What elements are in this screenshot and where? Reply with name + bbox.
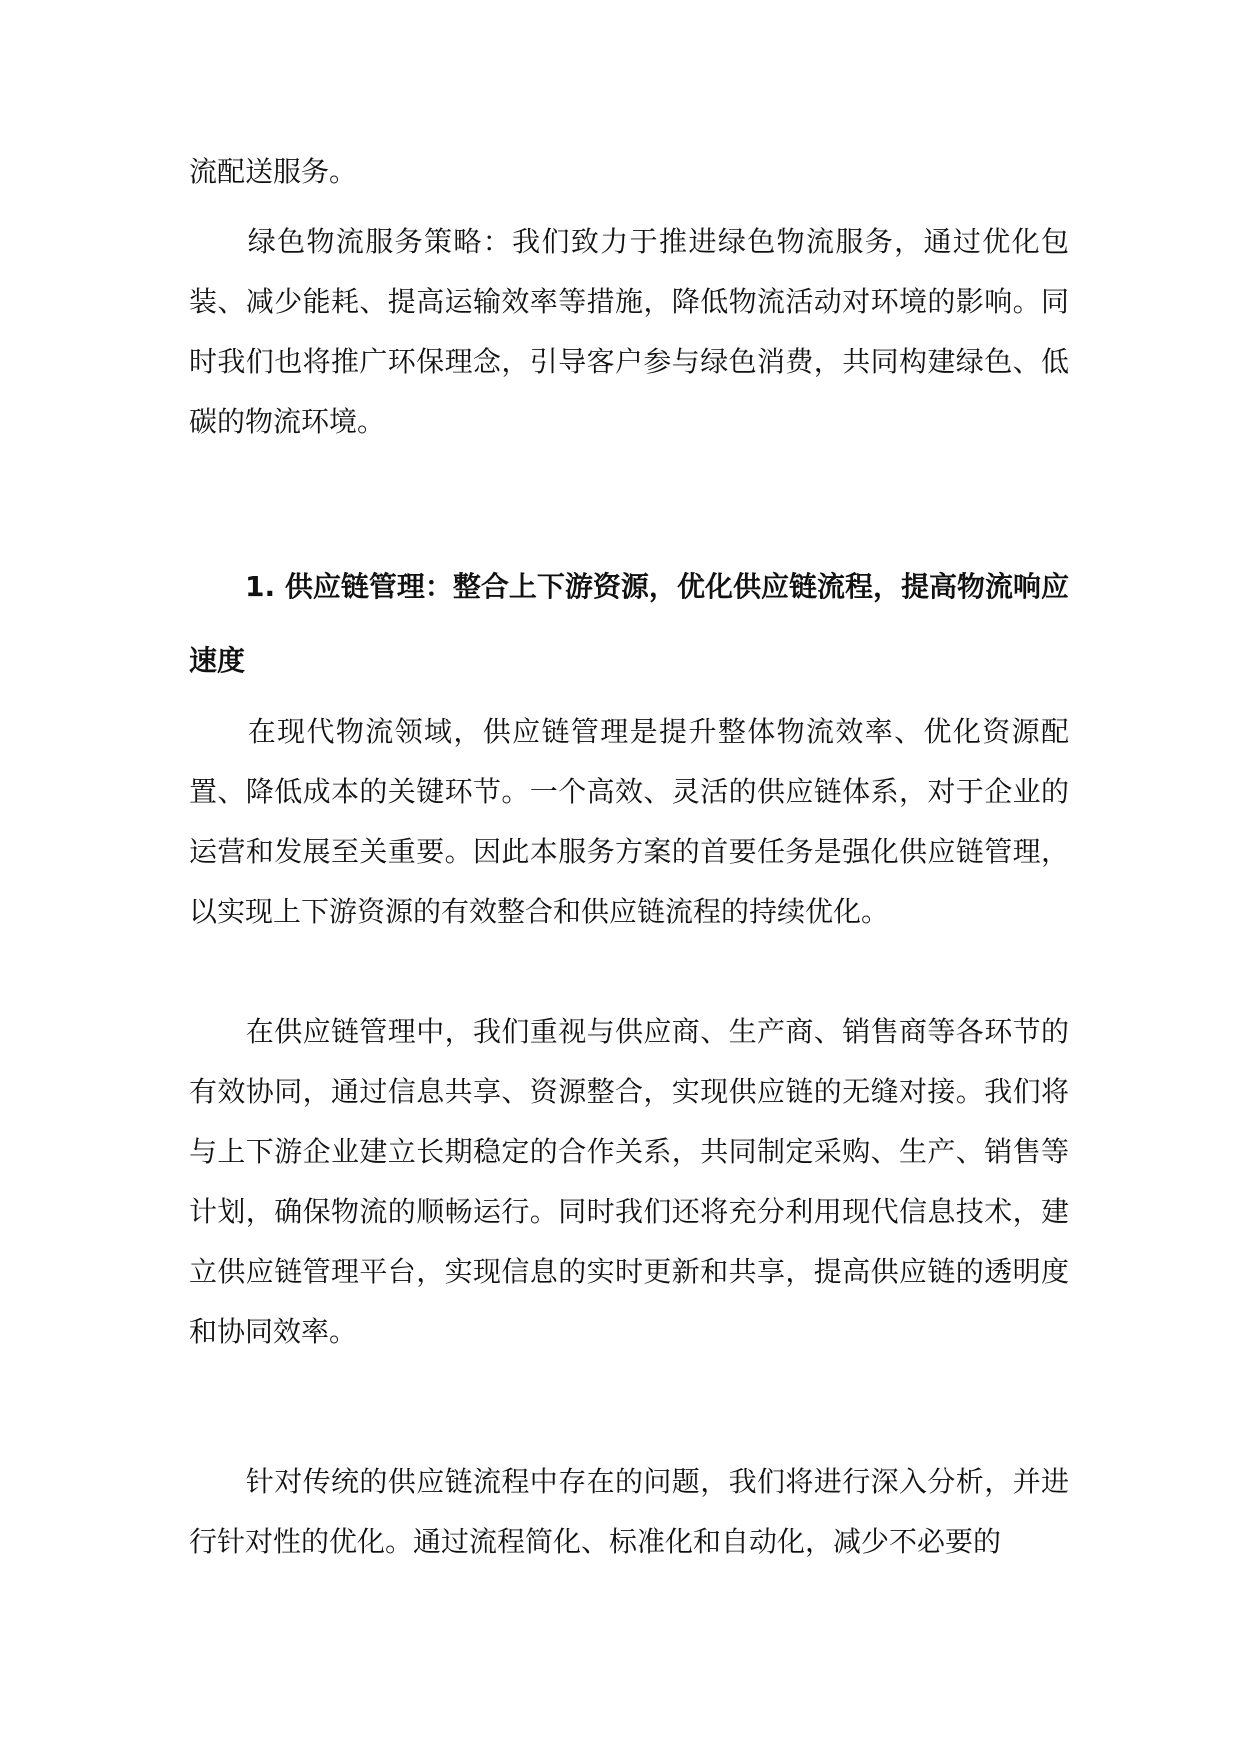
paragraph-supply-chain-collaboration: 在供应链管理中，我们重视与供应商、生产商、销售商等各环节的有效协同，通过信息共享、资源整合，实现供应链的无缝对接。我们将与上下游企业建立长期稳定的合作关系，共同制定采购、生产、销售等计划，确保物流的顺畅运行。同时我们还将充分利用现代信息技术，建立供应链管理平台，实现信息的实时更新和共享，提高供应链的透明度和协同效率。 bbox=[189, 1015, 1069, 1348]
paragraph-green-logistics: 绿色物流服务策略：我们致力于推进绿色物流服务，通过优化包装、减少能耗、提高运输效率等措施，降低物流活动对环境的影响。同时我们也将推广环保理念，引导客户参与绿色消费，共同构建绿色、低碳的物流环境。 bbox=[189, 225, 1069, 438]
paragraph-supply-chain-intro: 在现代物流领域，供应链管理是提升整体物流效率、优化资源配置、降低成本的关键环节。一个高效、灵活的供应链体系，对于企业的运营和发展至关重要。因此本服务方案的首要任务是强化供应链管理，以实现上下游资源的有效整合和供应链流程的持续优化。 bbox=[189, 715, 1069, 928]
paragraph-process-optimization: 针对传统的供应链流程中存在的问题，我们将进行深入分析，并进行针对性的优化。通过流程简化、标准化和自动化，减少不必要的 bbox=[189, 1465, 1069, 1558]
section-heading-supply-chain: 1. 供应链管理：整合上下游资源，优化供应链流程，提高物流响应速度 bbox=[189, 570, 1069, 677]
paragraph-continuation: 流配送服务。 bbox=[189, 155, 358, 188]
